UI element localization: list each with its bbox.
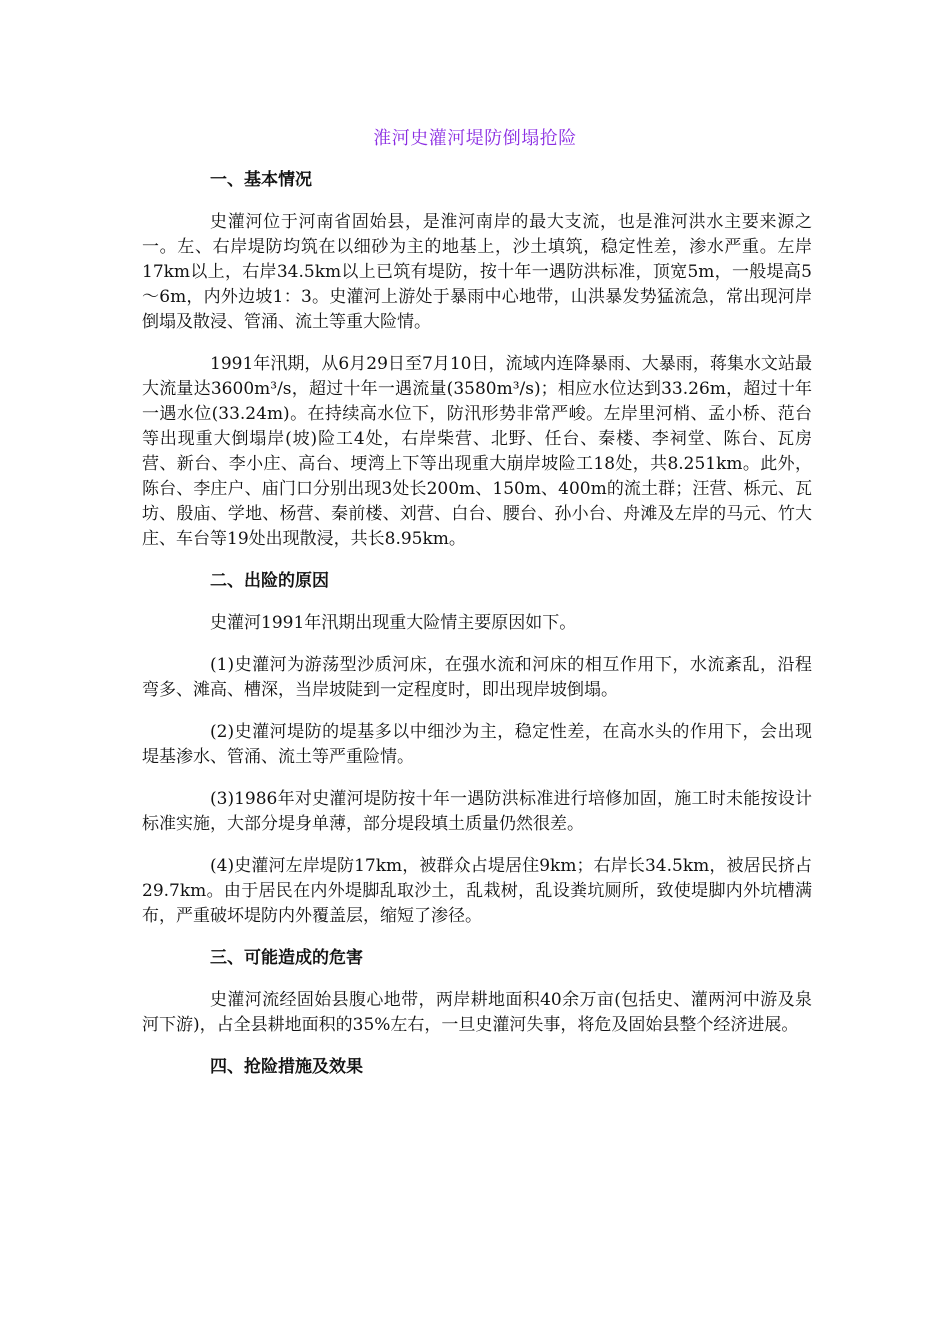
paragraph: 史灌河位于河南省固始县，是淮河南岸的最大支流，也是淮河洪水主要来源之一。左、右岸堤防均筑在以细砂为主的地基上，沙土填筑，稳定性差，渗水严重。左岸17km以上，右岸34.5km以上已筑有堤防，按十年一遇防洪标准，顶宽5m，一般堤高5～6m，内外边坡1：3。史灌河上游处于暴雨中心地带，山洪暴发势猛流急，常出现河岸倒塌及散浸、管涌、流土等重大险情。 xyxy=(142,212,812,332)
paragraph: (4)史灌河左岸堤防17km，被群众占堤居住9km；右岸长34.5km，被居民挤占29.7km。由于居民在内外堤脚乱取沙土，乱栽树，乱设粪坑厕所，致使堤脚内外坑槽满布，严重破坏堤防内外覆盖层，缩短了渗径。 xyxy=(142,856,812,926)
document-title: 淮河史灌河堤防倒塌抢险 xyxy=(373,128,577,149)
paragraph: (3)1986年对史灌河堤防按十年一遇防洪标准进行培修加固，施工时未能按设计标准实施，大部分堤身单薄，部分堤段填土质量仍然很差。 xyxy=(142,789,812,834)
paragraph: (1)史灌河为游荡型沙质河床，在强水流和河床的相互作用下，水流紊乱，沿程弯多、滩高、槽深，当岸坡陡到一定程度时，即出现岸坡倒塌。 xyxy=(142,655,812,700)
paragraph: (2)史灌河堤防的堤基多以中细沙为主，稳定性差，在高水头的作用下，会出现堤基渗水、管涌、流土等严重险情。 xyxy=(142,722,812,767)
section-heading: 一、基本情况 xyxy=(210,170,312,190)
section-heading: 四、抢险措施及效果 xyxy=(210,1057,363,1077)
section-heading: 三、可能造成的危害 xyxy=(210,948,363,968)
section-heading: 二、出险的原因 xyxy=(210,571,329,591)
section-causes xyxy=(142,569,812,929)
paragraph: 史灌河流经固始县腹心地带，两岸耕地面积40余万亩(包括史、灌两河中游及泉河下游)，占全县耕地面积的35%左右，一旦史灌河失事，将危及固始县整个经济进展。 xyxy=(142,990,812,1035)
document-body xyxy=(142,168,812,1097)
section-basic-info xyxy=(142,168,812,552)
section-measures xyxy=(142,1055,812,1080)
paragraph: 史灌河1991年汛期出现重大险情主要原因如下。 xyxy=(210,613,577,633)
paragraph: 1991年汛期，从6月29日至7月10日，流域内连降暴雨、大暴雨，蒋集水文站最大流量达3600m³/s，超过十年一遇流量(3580m³/s)；相应水位达到33.26m，超过十年一遇水位(33.24m)。在持续高水位下，防汛形势非常严峻。左岸里河梢、孟小桥、范台等出现重大倒塌岸(坡)险工4处，右岸柴营、北野、任台、秦楼、李祠堂、陈台、瓦房营、新台、李小庄、高台、埂湾上下等出现重大崩岸坡险工18处，共8.251km。此外，陈台、李庄户、庙门口分别出现3处长200m、150m、400m的流土群；汪营、栎元、瓦坊、殷庙、学地、杨营、秦前楼、刘营、白台、腰台、孙小台、舟滩及左岸的马元、竹大庄、车台等19处出现散浸，共长8.95km。 xyxy=(142,354,812,549)
section-hazards xyxy=(142,946,812,1038)
